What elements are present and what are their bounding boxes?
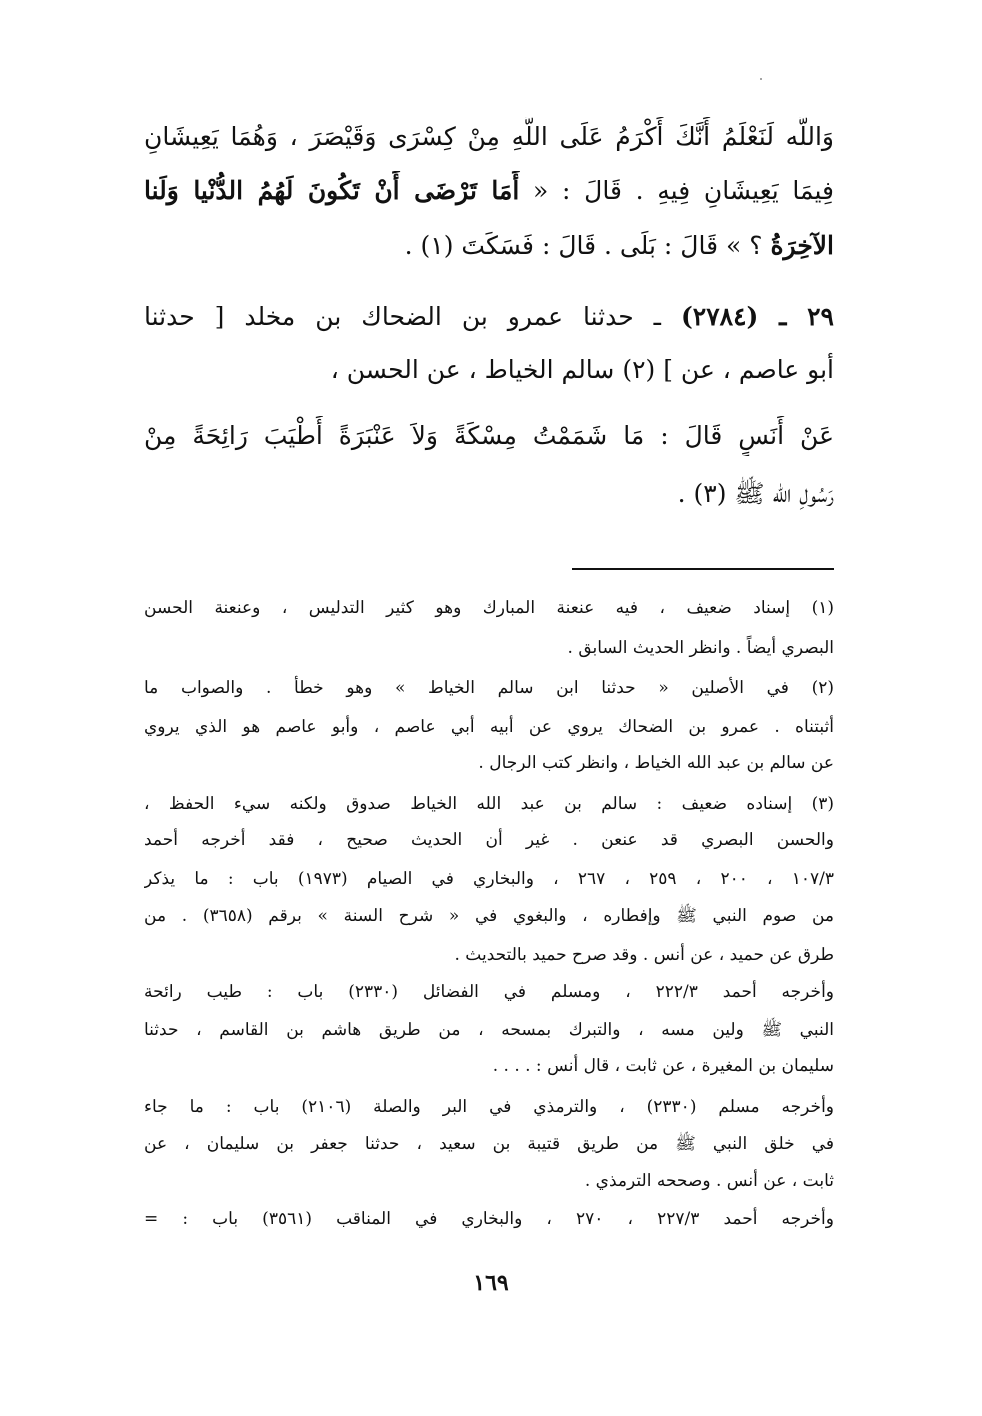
footnote-line: وأخرجه أحمد ٢٢٧/٣ ، ٢٧٠ ، والبخاري في المناقب (٣٥٦١) باب : = (144, 1209, 834, 1229)
footnote-line: في خلق النبي ﷺ من طريق قتيبة بن سعيد ، حدثنا جعفر بن سليمان ، عن (144, 1134, 834, 1154)
emphasized-text: أَمَا تَرْضَى أَنْ تَكُونَ لَهُمُ الدُّنْيا وَلَنا (144, 176, 520, 205)
emphasized-text: ٢٩ ـ (٢٧٨٤) (680, 302, 834, 331)
body-line: عَنْ أَنَسٍ قَالَ : مَا شَمَمْتُ مِسْكَةً وَلاَ عَنْبَرَةً أَطْيَبَ رَائِحَةً مِنْ (144, 421, 834, 450)
footnote-line: وأخرجه مسلم (٢٣٣٠) ، والترمذي في البر والصلة (٢١٠٦) باب : ما جاء (144, 1097, 834, 1117)
footnote-line: عن سالم بن عبد الله الخياط ، وانظر كتب الرجال . (478, 753, 834, 773)
footnote-line: أثبتناه . عمرو بن الضحاك يروي عن أبيه أبي عاصم ، وأبو عاصم هو الذي يروي (144, 717, 834, 737)
body-line: فِيمَا يَعِيشَانِ فِيهِ . قَالَ : « أَمَا تَرْضَى أَنْ تَكُونَ لَهُمُ الدُّنْيا وَلَنا (144, 176, 834, 205)
hadith-heading-line: ٢٩ ـ (٢٧٨٤) ـ حدثنا عمرو بن الضحاك بن مخلد [ حدثنا (144, 302, 834, 331)
body-line: وَاللَّه لَنَعْلَمُ أَنَّكَ أَكْرَمُ عَلَى اللَّهِ مِنْ كِسْرَى وَقَيْصَرَ ، وَهُمَا يَعِيشَانِ (144, 122, 834, 151)
footnote-line: والحسن البصري قد عنعن . غير أن الحديث صحيح ، فقد أخرجه أحمد (144, 830, 834, 850)
footnote-line: (١) إسناد ضعيف ، فيه عنعنة المبارك وهو كثير التدليس ، وعنعنة الحسن (144, 598, 834, 618)
body-line: رَسُولِ الله ﷺ (٣) . (677, 479, 834, 508)
footnote-line: من صوم النبي ﷺ وإفطاره ، والبغوي في « شرح السنة » برقم (٣٦٥٨) . من (144, 906, 834, 926)
scan-speck (760, 78, 762, 80)
emphasized-text: الآخِرَةُ (770, 231, 834, 260)
page-number: ١٦٩ (473, 1270, 509, 1296)
footnote-line: البصري أيضاً . وانظر الحديث السابق . (567, 638, 834, 658)
body-line: الآخِرَةُ ؟ » قَالَ : بَلَى . قَالَ : فَسَكَتَ (١) . (404, 231, 834, 260)
footnote-line: (٣) إسناده ضعيف : سالم بن عبد الله الخياط صدوق ولكنه سيء الحفظ ، (144, 794, 834, 814)
footnote-line: طرق عن حميد ، عن أنس . وقد صرح حميد بالتحديث . (454, 945, 834, 965)
footnote-separator (572, 568, 834, 570)
body-line: أبو عاصم ، عن ] (٢) سالم الخياط ، عن الحسن ، (330, 355, 834, 384)
footnote-line: وأخرجه أحمد ٢٢٢/٣ ، ومسلم في الفضائل (٢٣٣٠) باب : طيب رائحة (144, 982, 834, 1002)
footnote-line: سليمان بن المغيرة ، عن ثابت ، قال أنس : . . . . (492, 1056, 834, 1076)
footnote-line: (٢) في الأصلين « حدثنا ابن سالم الخياط » وهو خطأ . والصواب ما (144, 678, 834, 698)
footnote-line: ثابت ، عن أنس . وصححه الترمذي . (584, 1171, 834, 1191)
footnote-line: ١٠٧/٣ ، ٢٠٠ ، ٢٥٩ ، ٢٦٧ ، والبخاري في الصيام (١٩٧٣) باب : ما يذكر (144, 869, 834, 889)
footnote-line: النبي ﷺ ولين مسه ، والتبرك بمسحه ، من طريق هاشم بن القاسم ، حدثنا (144, 1020, 834, 1040)
